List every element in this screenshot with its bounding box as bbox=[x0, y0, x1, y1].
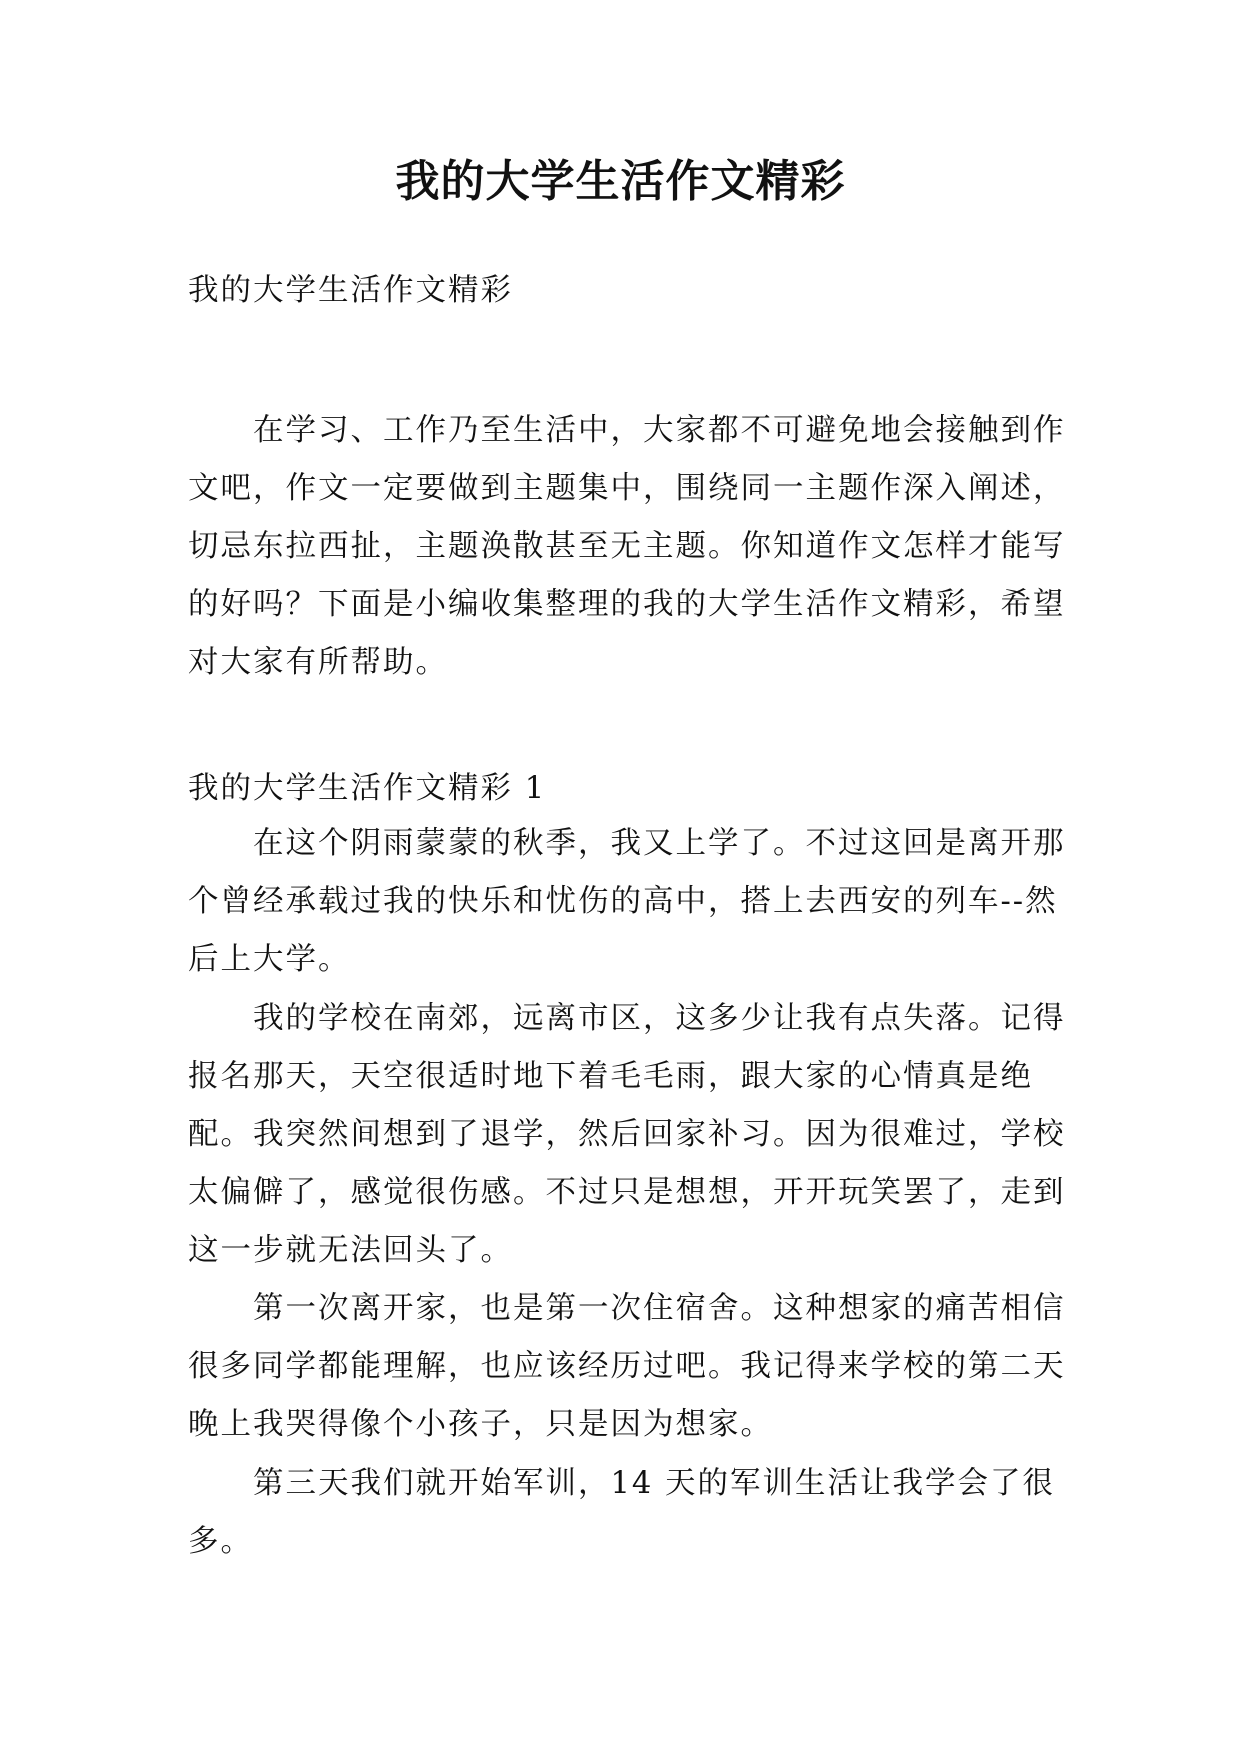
body-paragraph: 在这个阴雨蒙蒙的秋季，我又上学了。不过这回是离开那个曾经承载过我的快乐和忧伤的高中，搭上去西安的列车--然后上大学。 bbox=[188, 826, 1066, 977]
body-paragraph: 第三天我们就开始军训，14 天的军训生活让我学会了很多。 bbox=[188, 1466, 1056, 1559]
document-subtitle: 我的大学生活作文精彩 bbox=[188, 273, 513, 308]
document-title: 我的大学生活作文精彩 bbox=[395, 156, 846, 207]
section-heading: 我的大学生活作文精彩 1 bbox=[188, 771, 547, 806]
intro-paragraph: 在学习、工作乃至生活中，大家都不可避免地会接触到作文吧，作文一定要做到主题集中，围绕同一主题作深入阐述，切忌东拉西扯，主题涣散甚至无主题。你知道作文怎样才能写的好吗？下面是小编收集整理的我的大学生活作文精彩，希望对大家有所帮助。 bbox=[188, 413, 1066, 680]
body-paragraph: 第一次离开家，也是第一次住宿舍。这种想家的痛苦相信很多同学都能理解，也应该经历过吧。我记得来学校的第二天晚上我哭得像个小孩子，只是因为想家。 bbox=[188, 1291, 1066, 1442]
body-paragraph: 我的学校在南郊，远离市区，这多少让我有点失落。记得报名那天，天空很适时地下着毛毛雨，跟大家的心情真是绝配。我突然间想到了退学，然后回家补习。因为很难过，学校太偏僻了，感觉很伤感。不过只是想想，开开玩笑罢了，走到这一步就无法回头了。 bbox=[188, 1001, 1066, 1268]
